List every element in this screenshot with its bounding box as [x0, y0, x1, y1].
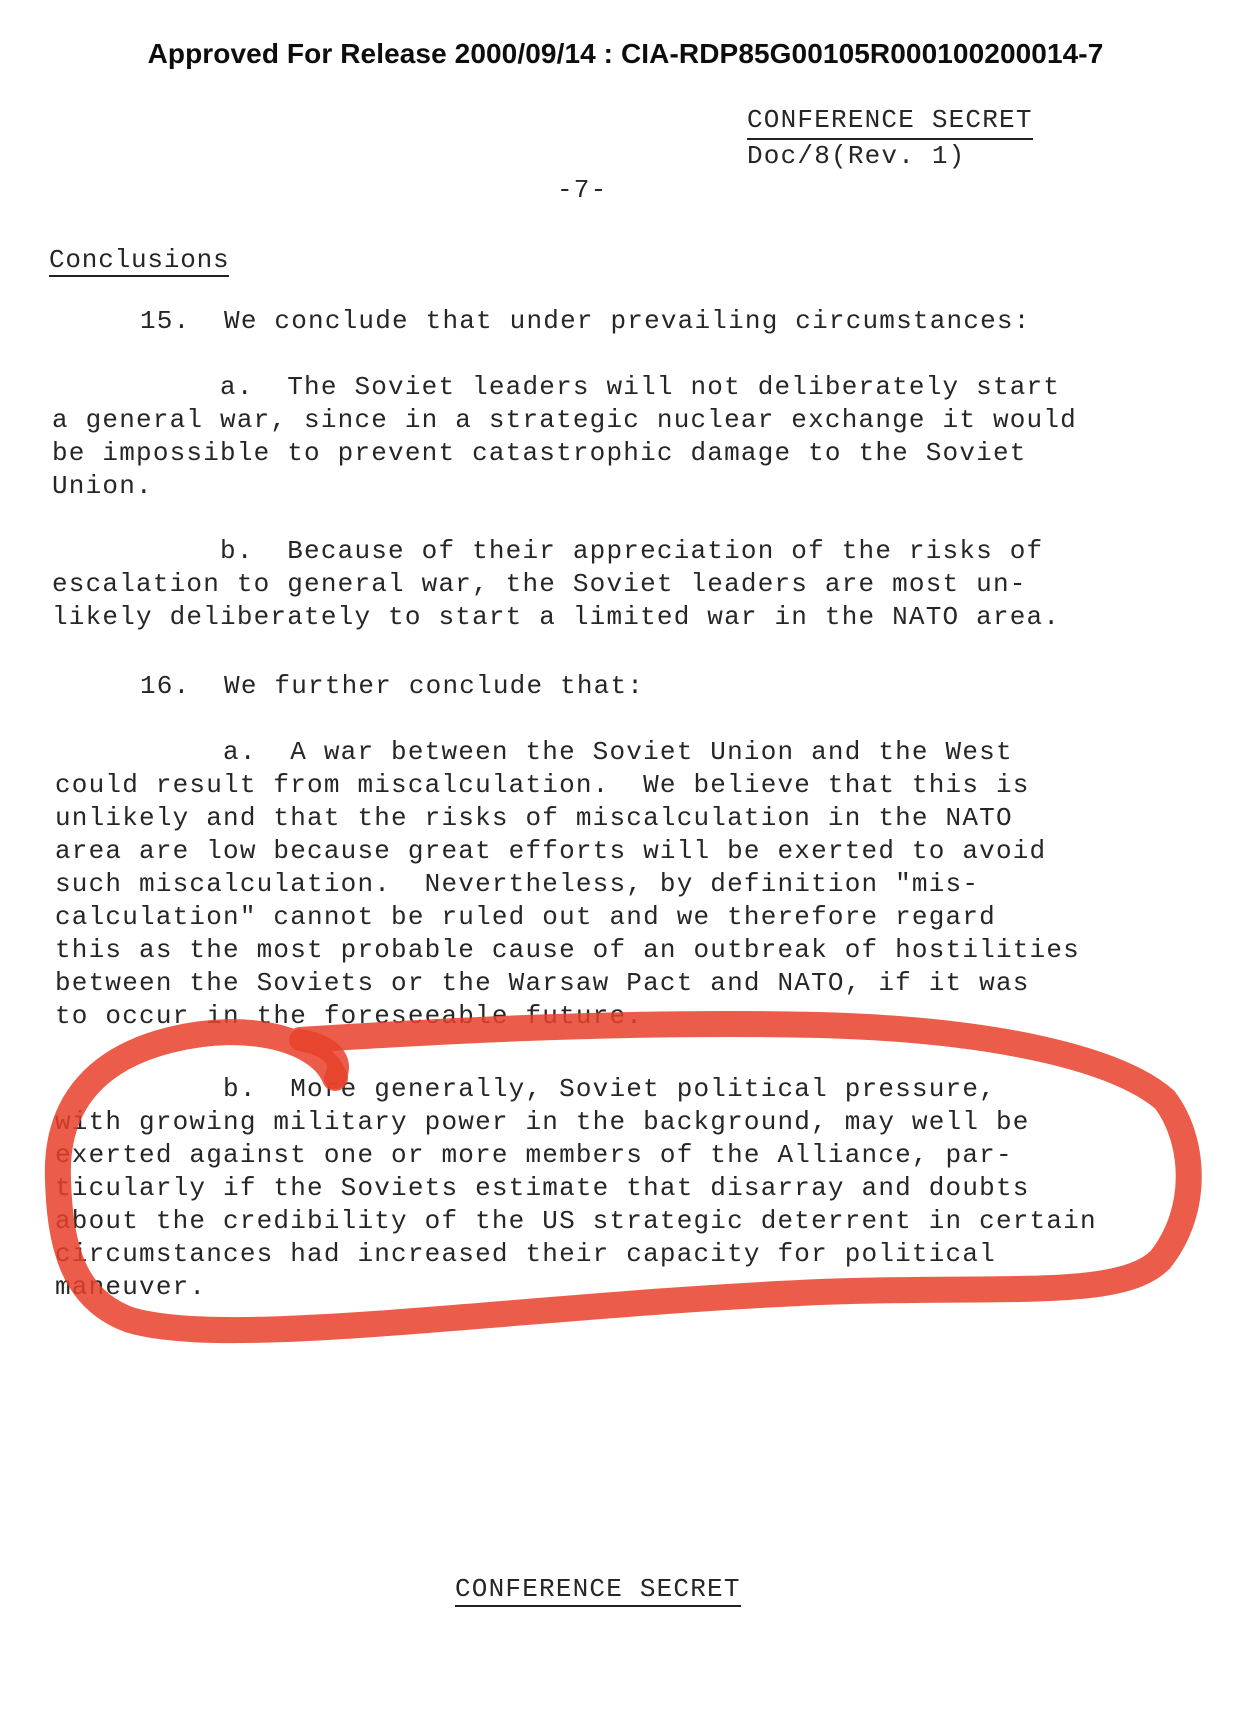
document-reference: Doc/8(Rev. 1) — [747, 141, 966, 171]
paragraph-16: 16. We further conclude that: — [140, 671, 645, 701]
classification-top: CONFERENCE SECRET — [747, 104, 1033, 140]
paragraph-15a: a. The Soviet leaders will not deliberately start a general war, since in a strategic nuclear exchange it would be impossible to prevent catastrophic damage to the Soviet Union. — [52, 372, 1077, 501]
paragraph-15: 15. We conclude that under prevailing circumstances: — [140, 306, 1031, 336]
paragraph-16b: b. More generally, Soviet political pressure, with growing military power in the background, may well be exerted against one or more members of the Alliance, par- ticularly if the Soviets estimate that disarray and doubts about the credibility of the US strategic deterrent in certain circumstances had increased their capacity for political maneuver. — [55, 1074, 1097, 1302]
page-number: -7- — [557, 175, 608, 205]
release-header: Approved For Release 2000/09/14 : CIA-RDP85G00105R000100200014-7 — [147, 38, 1104, 69]
classification-bottom: CONFERENCE SECRET — [455, 1574, 741, 1607]
section-heading: Conclusions — [49, 245, 230, 275]
paragraph-15b: b. Because of their appreciation of the risks of escalation to general war, the Soviet leaders are most un- likely deliberately to start a limited war in the NATO area. — [52, 536, 1061, 632]
paragraph-16a: a. A war between the Soviet Union and the West could result from miscalculation. We believe that this is unlikely and that the risks of miscalculation in the NATO area are low because great efforts will be exerted to avoid such miscalculation. Nevertheless, by definition "mis- calculation" cannot be ruled out and we therefore regard this as the most probable cause of an outbreak of hostilities between the Soviets or the Warsaw Pact and NATO, if it was to occur in the foreseeable future. — [55, 737, 1080, 1031]
classification-block — [747, 104, 1033, 173]
